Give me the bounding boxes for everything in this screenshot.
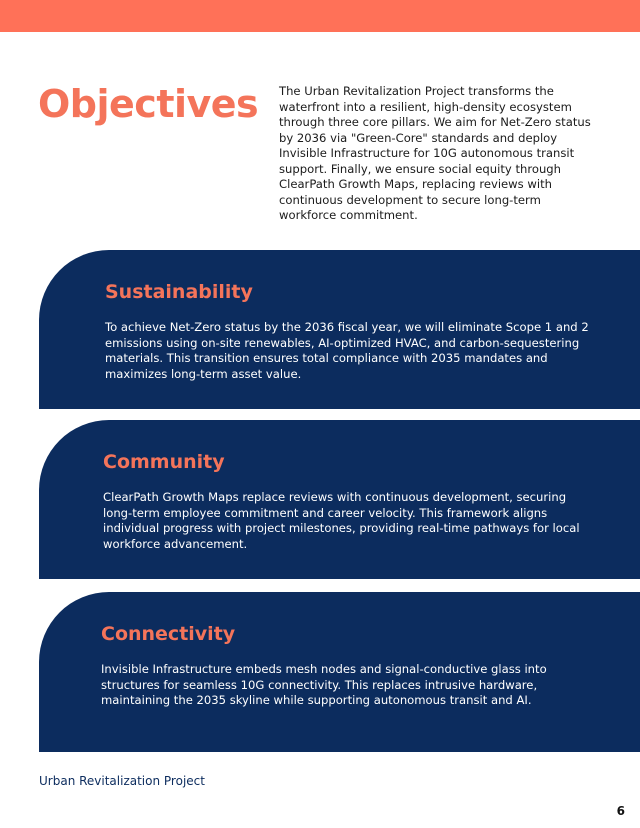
section-title-community: Community: [103, 451, 225, 473]
intro-paragraph: The Urban Revitalization Project transforms the waterfront into a resilient, high-density ecosystem through three core pillars. We aim for Net-Zero status by 2036 via "Green-Core" standards and deploy Invisible Infrastructure for 10G autonomous transit support. Finally, we ensure social equity through ClearPath Growth Maps, replacing reviews with continuous development to secure long-term workforce commitment.: [279, 84, 591, 222]
footer-project-name: Urban Revitalization Project: [39, 774, 205, 788]
section-text-sustainability: To achieve Net-Zero status by the 2036 fiscal year, we will eliminate Scope 1 and 2 emissions using on-site renewables, AI-optimized HVAC, and carbon-sequestering materials. This transition ensures total compliance with 2035 mandates and maximizes long-term asset value.: [105, 320, 589, 381]
section-card-connectivity: [39, 592, 640, 752]
section-title-connectivity: Connectivity: [101, 623, 236, 645]
section-text-connectivity: Invisible Infrastructure embeds mesh nodes and signal-conductive glass into structures for seamless 10G connectivity. This replaces intrusive hardware, maintaining the 2035 skyline while supporting autonomous transit and AI.: [101, 662, 547, 707]
section-card-sustainability: [39, 250, 640, 409]
top-accent-bar: [0, 0, 640, 32]
section-title-sustainability: Sustainability: [105, 281, 253, 303]
page-number: 6: [616, 804, 625, 818]
page-title: Objectives: [38, 82, 259, 126]
section-text-community: ClearPath Growth Maps replace reviews with continuous development, securing long-term employee commitment and career velocity. This framework aligns individual progress with project milestones, providing real-time pathways for local workforce advancement.: [103, 490, 580, 551]
section-card-community: [39, 420, 640, 579]
